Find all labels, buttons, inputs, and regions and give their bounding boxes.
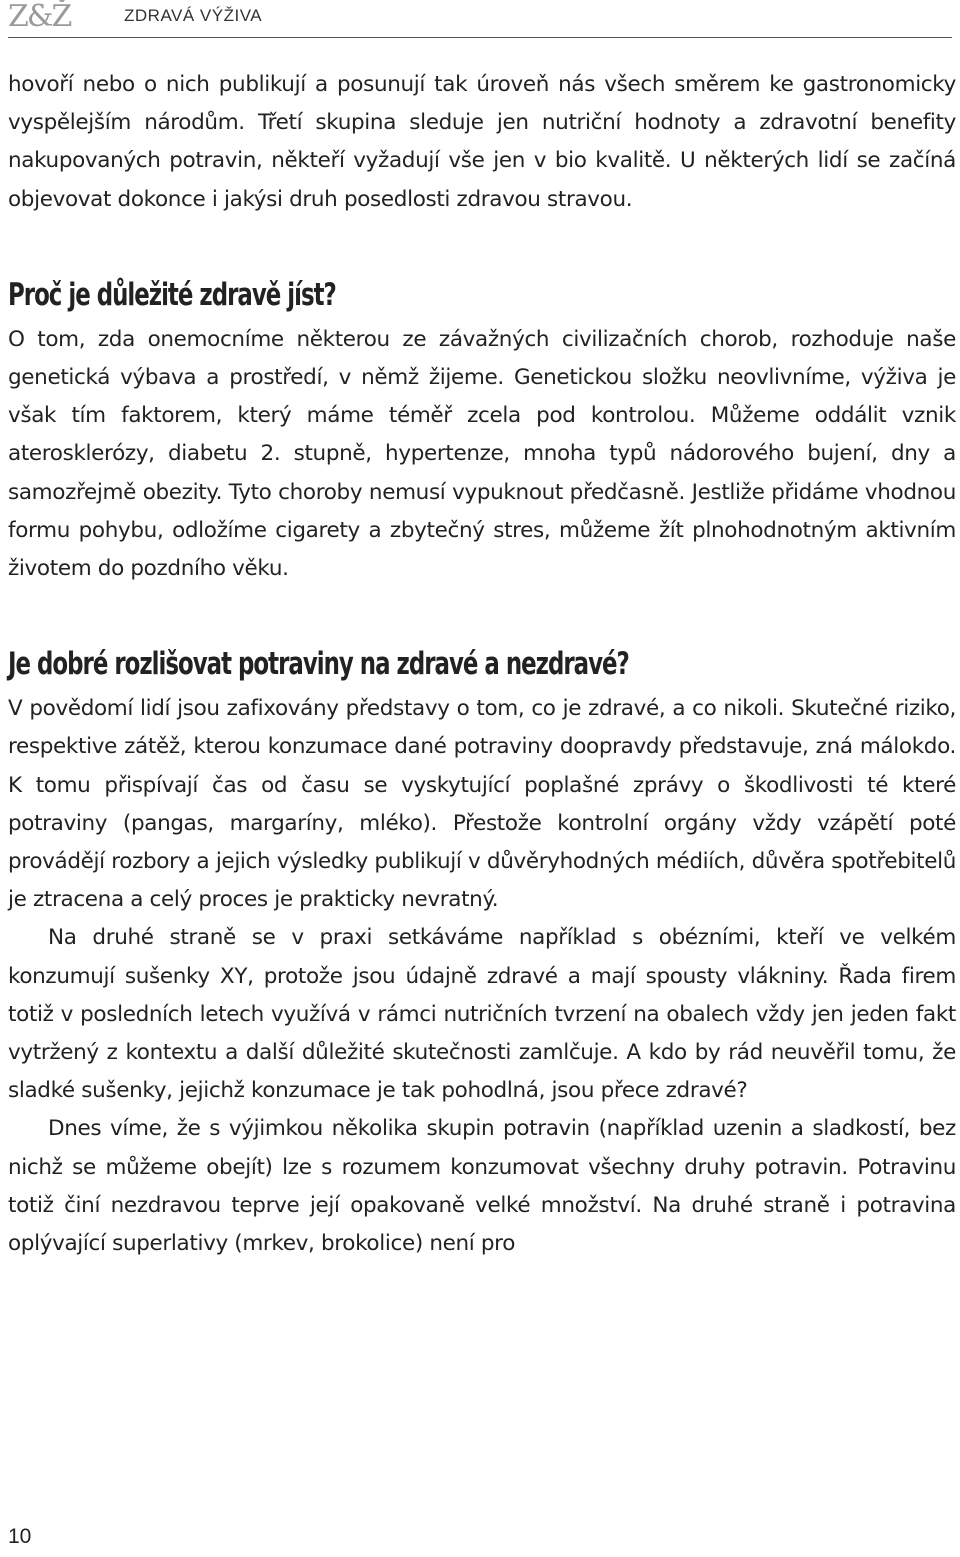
header-divider <box>8 37 952 38</box>
article-body <box>8 66 956 1263</box>
heading-why-eat-healthy: Proč je důležité zdravě jíst? <box>8 276 336 313</box>
page-number: 10 <box>8 1525 32 1548</box>
paragraph-intro: hovoří nebo o nich publikují a posunují tak úroveň nás všech směrem ke gastronomicky vyspělejším národům. Třetí skupina sleduje jen nutriční hodnoty a zdravotní benefity nakupovaných potravin, někteří vyžadují vše jen v bio kvalitě. U některých lidí se začíná objevovat dokonce i jakýsi druh posedlosti zdravou stravou. <box>8 72 956 212</box>
heading-healthy-vs-unhealthy: Je dobré rozlišovat potraviny na zdravé a nezdravé? <box>8 646 629 683</box>
page-header <box>8 0 952 38</box>
paragraph-perception: V povědomí lidí jsou zafixovány představy o tom, co je zdravé, a co nikoli. Skutečné riziko, respektive zátěž, kterou konzumace dané potraviny doopravdy představuje, zná málokdo. K tomu přispívají čas od času se vyskytující poplašné zprávy o škodlivosti té které potraviny (pangas, margaríny, mléko). Přestože kontrolní orgány vždy vzápětí poté provádějí rozbory a jejich výsledky publikují v důvěryhodných médiích, důvěra spotřebitelů je ztracena a celý proces je prakticky nevratný. <box>8 696 956 913</box>
section-title: ZDRAVÁ VÝŽIVA <box>124 6 263 25</box>
magazine-logo <box>8 2 70 32</box>
logo-text: Z&Ž <box>8 0 71 34</box>
paragraph-diseases: O tom, zda onemocníme některou ze závažných civilizačních chorob, rozhoduje naše genetická výbava a prostředí, v němž žijeme. Genetickou složku neovlivníme, výživa je však tím faktorem, který máme téměř zcela pod kontrolou. Můžeme oddálit vznik aterosklerózy, diabetu 2. stupně, hypertenze, mnoha typů nádorového bujení, dny a samozřejmě obezity. Tyto choroby nemusí vypuknout předčasně. Jestliže přidáme vhodnou formu pohybu, odložíme cigarety a zbytečný stres, můžeme žít plnohodnotným aktivním životem do pozdního věku. <box>8 326 956 582</box>
paragraph-moderation: Dnes víme, že s výjimkou několika skupin potravin (například uzenin a sladkostí, bez nichž se můžeme obejít) lze s rozumem konzumovat všechny druhy potravin. Potravinu totiž činí nezdravou teprve její opakovaně velké množství. Na druhé straně i potravina oplývající superlativy (mrkev, brokolice) není pro <box>8 1116 956 1257</box>
paragraph-cookies: Na druhé straně se v praxi setkáváme například s obézními, kteří ve velkém konzumují sušenky XY, protože jsou údajně zdravé a mají spousty vlákniny. Řada firem totiž v posledních letech využívá v rámci nutričních tvrzení na obalech vždy jen jeden fakt vytržený z kontextu a další důležité skutečnosti zamlčuje. A kdo by rád neuvěřil tomu, že sladké sušenky, jejichž konzumace je tak pohodlná, jsou přece zdravé? <box>8 925 956 1104</box>
